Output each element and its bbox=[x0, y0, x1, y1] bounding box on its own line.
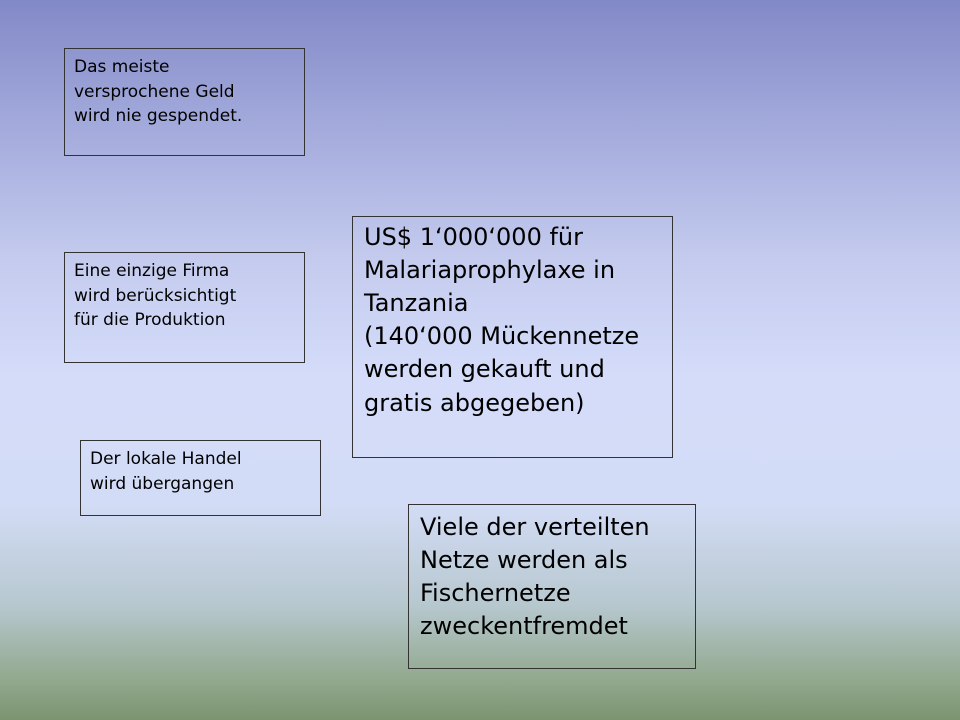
text-box-single-firm: Eine einzige Firma wird berücksichtigt für die Produktion bbox=[64, 252, 305, 363]
text-box-nets-misused: Viele der verteilten Netze werden als Fischernetze zweckentfremdet bbox=[408, 504, 696, 669]
text-box-local-trade: Der lokale Handel wird übergangen bbox=[80, 440, 321, 516]
text-box-unpaid-pledges: Das meiste versprochene Geld wird nie gespendet. bbox=[64, 48, 305, 156]
text-box-malaria-funding: US$ 1‘000‘000 für Malariaprophylaxe in Tanzania (140‘000 Mückennetze werden gekauft und gratis abgegeben) bbox=[352, 216, 673, 458]
